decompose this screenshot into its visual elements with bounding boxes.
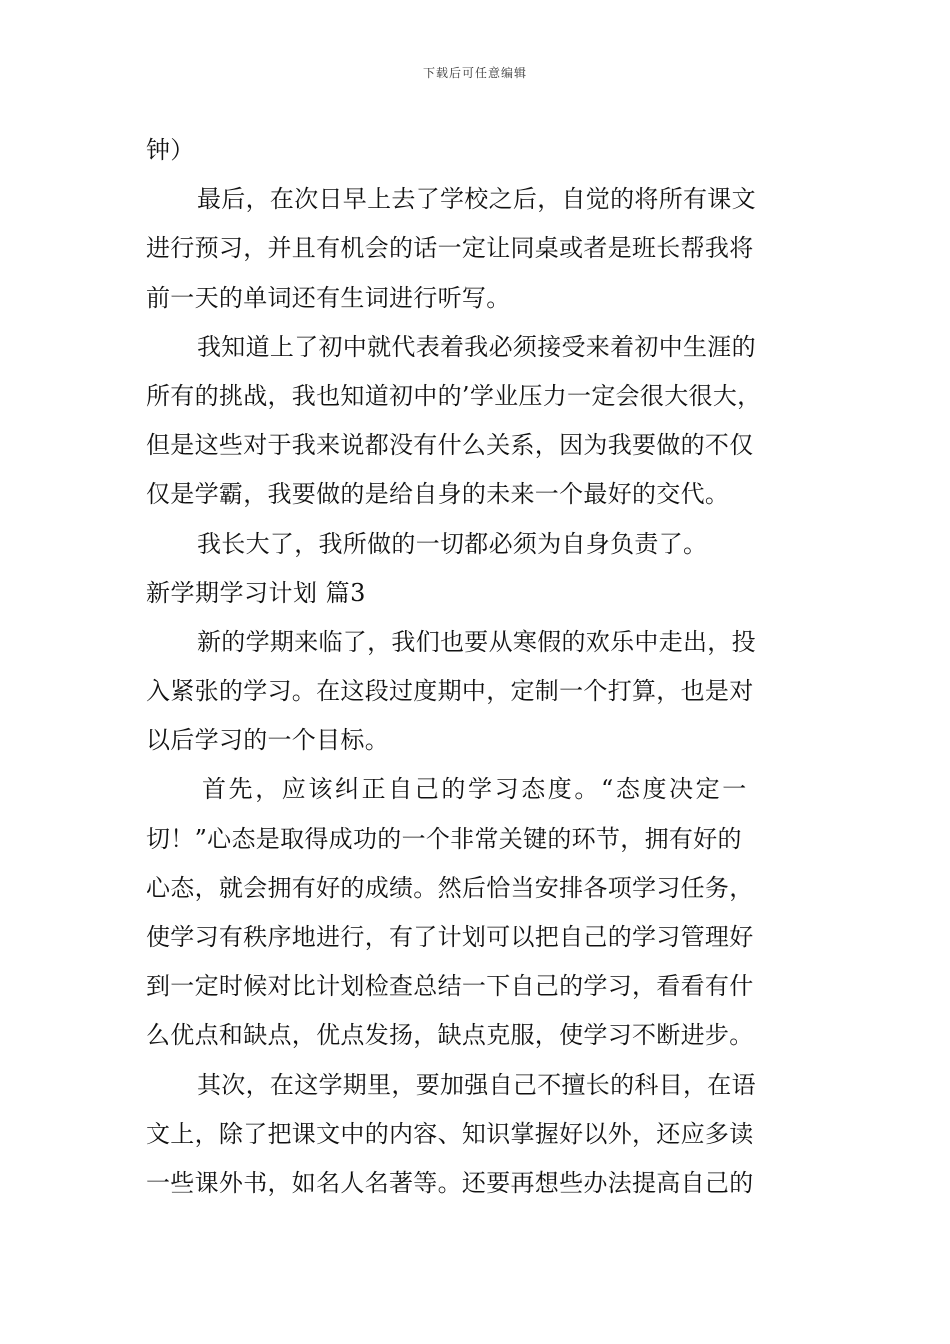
text-line: 但是这些对于我来说都没有什么关系，因为我要做的不仅	[146, 431, 754, 460]
text-line: 仅是学霸，我要做的是给自身的未来一个最好的交代。	[146, 480, 730, 509]
page-header: 下载后可任意编辑	[422, 66, 527, 80]
text-line: 所有的挑战，我也知道初中的’学业压力一定会很大很大，	[146, 381, 762, 410]
paragraph-start: 其次，在这学期里，要加强自己不擅长的科目，在语	[197, 1070, 756, 1099]
text-line: 入紧张的学习。在这段过度期中，定制一个打算，也是对	[146, 677, 754, 706]
section-title: 新学期学习计划 篇3	[146, 578, 366, 607]
paragraph-start: 新的学期来临了，我们也要从寒假的欢乐中走出，投	[197, 627, 756, 656]
text-line: 到一定时候对比计划检查总结一下自己的学习，看看有什	[146, 972, 754, 1001]
text-line: 进行预习，并且有机会的话一定让同桌或者是班长帮我将	[146, 234, 754, 263]
text-line: 前一天的单词还有生词进行听写。	[146, 283, 511, 312]
text-line: 以后学习的一个目标。	[146, 726, 389, 755]
paragraph-start: 最后，在次日早上去了学校之后，自觉的将所有课文	[197, 185, 756, 214]
text-line: 文上，除了把课文中的内容、知识掌握好以外，还应多读	[146, 1119, 754, 1148]
document-body	[146, 126, 808, 1208]
text-line: 么优点和缺点，优点发扬，缺点克服，使学习不断进步。	[146, 1021, 754, 1050]
text-line: 钟）	[146, 136, 195, 164]
paragraph-start: 我知道上了初中就代表着我必须接受来着初中生涯的	[197, 332, 756, 361]
paragraph-start: 我长大了，我所做的一切都必须为自身负责了。	[197, 529, 708, 558]
text-line: 一些课外书，如名人名著等。还要再想些办法提高自己的	[146, 1168, 754, 1197]
text-line: 切！”心态是取得成功的一个非常关键的环节，拥有好的	[146, 824, 742, 853]
text-line: 使学习有秩序地进行，有了计划可以把自己的学习管理好	[146, 923, 754, 951]
text-line: 心态，就会拥有好的成绩。然后恰当安排各项学习任务，	[146, 873, 754, 902]
paragraph-start: 首先，应该纠正自己的学习态度。“态度决定一	[202, 775, 749, 804]
